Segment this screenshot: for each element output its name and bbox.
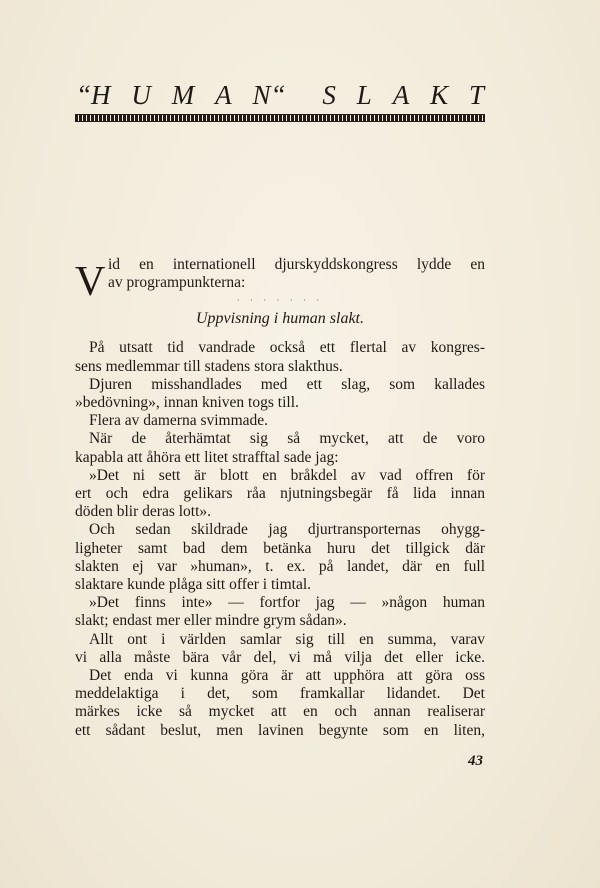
text-line: Det enda vi kunna göra är att upphöra att göra oss	[89, 667, 485, 685]
text-line: meddelaktiga i det, som framkallar lidandet. Det	[75, 685, 485, 703]
text-line: ligheter samt bad dem betänka huru det tillgick där	[75, 539, 485, 557]
title-letter: L	[356, 80, 372, 110]
section-heading: Uppvisning i human slakt.	[196, 310, 364, 328]
text-line: Och sedan skildrade jag djurtransporternas ohygg-	[89, 521, 485, 539]
text-line: Allt ont i världen samlar sig till en summa, varav	[89, 630, 485, 648]
text-line: Djuren misshandlades med ett slag, som kallades	[89, 375, 485, 393]
text-line: ett sådant beslut, men lavinen begynte som en liten,	[75, 721, 485, 739]
decorative-rule	[75, 114, 485, 122]
title-letter: U	[131, 80, 151, 110]
intro-line-2: av programpunkterna:	[108, 274, 246, 292]
title-letter: M	[171, 80, 195, 110]
text-line: »Det ni sett är blott en bråkdel av vad offren för	[89, 466, 485, 484]
chapter-title	[76, 80, 484, 110]
text-line: märkes icke så mycket att en och annan realiserar	[75, 703, 485, 721]
title-letter: K	[430, 80, 449, 110]
title-letter: A	[215, 80, 232, 110]
title-letter: A	[392, 80, 410, 110]
text-line: döden blir deras lott».	[75, 503, 212, 521]
text-line: ert och edra gelikars råa njutningsbegär få lida innan	[75, 485, 485, 503]
drop-cap: V	[75, 259, 106, 305]
title-letter: N“	[252, 80, 286, 110]
text-line: sens medlemmar till stadens stora slakthus.	[75, 357, 343, 375]
text-line: kapabla att åhöra ett litet strafftal sade jag:	[75, 448, 339, 466]
body-text	[75, 256, 485, 740]
page-number: 43	[468, 753, 483, 769]
text-line: På utsatt tid vandrade också ett flertal av kongres-	[89, 339, 485, 357]
text-line: Flera av damerna svimmade.	[89, 412, 269, 430]
text-line: slakten ej var »human», t. ex. på landet, där en full	[75, 557, 485, 575]
title-letter: T	[468, 80, 484, 110]
text-line: »Det finns inte» — fortfor jag — »någon human	[89, 594, 485, 612]
separator: · · · · · · ·	[236, 295, 324, 306]
text-line: slakt; endast mer eller mindre grym sådan».	[75, 612, 347, 630]
title-letter: “H	[76, 80, 111, 110]
title-letter: S	[322, 80, 336, 110]
text-line: vi alla måste bära vår del, vi må vilja det eller icke.	[75, 648, 485, 666]
text-line: »bedövning», innan kniven togs till.	[75, 394, 299, 412]
intro-line-1: id en internationell djurskyddskongress lydde en	[108, 256, 485, 273]
text-line: slaktare kunde plåga sitt offer i timtal.	[75, 576, 312, 594]
text-line: När de återhämtat sig så mycket, att de voro	[89, 430, 485, 448]
